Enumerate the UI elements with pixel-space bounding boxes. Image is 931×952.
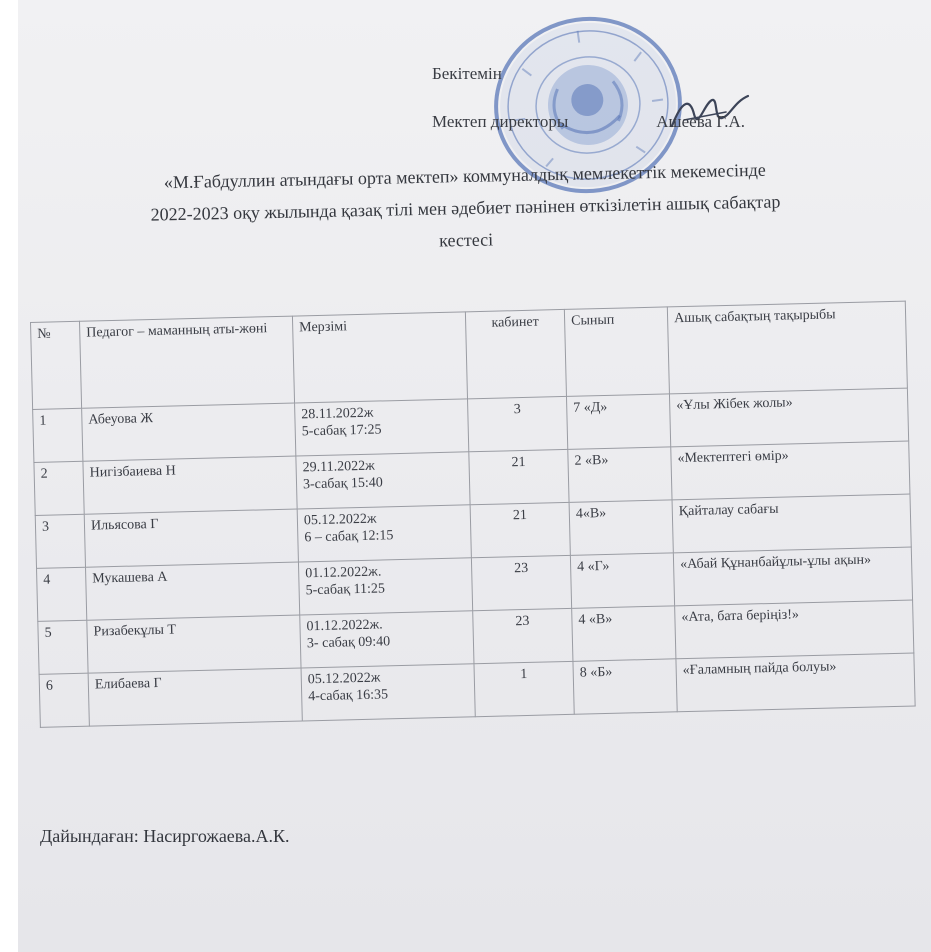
cell-date — [296, 452, 470, 509]
header-room: кабинет — [465, 309, 566, 398]
cell-topic: «Абай Құнанбайұлы-ұлы ақын» — [673, 547, 912, 606]
cell-teacher: Ильясова Г — [84, 509, 298, 567]
cell-teacher: Мукашева А — [86, 562, 300, 620]
cell-teacher: Ризабекұлы Т — [87, 615, 301, 673]
cell-class: 4«В» — [569, 500, 673, 556]
title-line-2: 2022-2023 оқу жылында қазақ тілі мен әдебиет пәнінен өткізілетін ашық сабақтар — [150, 191, 781, 225]
cell-teacher: Елибаева Г — [88, 668, 302, 726]
director-label: Мектеп директоры — [432, 112, 569, 131]
schedule-table-wrapper — [30, 301, 916, 728]
cell-number: 5 — [38, 620, 88, 674]
header-teacher: Педагог – маманның аты-жөні — [79, 316, 294, 408]
cell-class: 7 «Д» — [566, 394, 670, 450]
title-line-3: кестесі — [438, 229, 494, 251]
cell-topic: «Ғаламның пайда болуы» — [676, 653, 915, 712]
cell-number: 6 — [39, 673, 89, 727]
lesson-period: 6 – сабақ 12:15 — [304, 528, 394, 546]
cell-topic: «Ата, бата беріңіз!» — [675, 600, 914, 659]
cell-room: 23 — [471, 555, 571, 610]
cell-class: 2 «В» — [568, 447, 672, 503]
lesson-period: 5-сабақ 11:25 — [305, 581, 386, 599]
director-name: Ашеева Г.А. — [656, 112, 745, 131]
cell-number: 4 — [37, 567, 87, 621]
cell-date — [298, 558, 472, 615]
header-number: № — [31, 321, 82, 409]
cell-class: 4 «В» — [572, 606, 676, 662]
document-title — [0, 150, 931, 265]
cell-date — [300, 611, 474, 668]
cell-class: 4 «Г» — [570, 553, 674, 609]
lesson-date: 05.12.2022ж — [303, 511, 377, 529]
cell-number: 3 — [35, 514, 85, 568]
title-line-1: «М.Ғабдуллин атындағы орта мектеп» коммуналдық мемлекеттік мекемесінде — [163, 159, 766, 193]
lesson-period: 4-сабақ 16:35 — [308, 687, 389, 705]
lesson-period: 3- сабақ 09:40 — [306, 634, 391, 652]
director-line — [432, 112, 745, 132]
lesson-date: 01.12.2022ж. — [305, 564, 382, 582]
lesson-date: 01.12.2022ж. — [306, 617, 383, 635]
lesson-period: 3-сабақ 15:40 — [302, 475, 384, 493]
cell-date — [295, 399, 469, 456]
approval-label: Бекітемін — [432, 64, 502, 83]
cell-topic: «Мектептегі өмір» — [671, 441, 910, 500]
header-date: Мерзімі — [292, 312, 467, 403]
cell-topic: «Ұлы Жібек жолы» — [669, 388, 908, 447]
lesson-date: 29.11.2022ж — [302, 458, 375, 476]
cell-room: 1 — [474, 661, 574, 716]
cell-room: 3 — [468, 396, 568, 451]
cell-teacher: Нигізбаиева Н — [83, 456, 297, 514]
lesson-date: 05.12.2022ж — [307, 670, 381, 688]
lesson-date: 28.11.2022ж — [301, 405, 374, 423]
cell-number: 2 — [34, 461, 84, 515]
cell-date — [301, 664, 475, 721]
lesson-period: 5-сабақ 17:25 — [301, 422, 382, 440]
open-lessons-schedule-table — [30, 301, 916, 728]
cell-class: 8 «Б» — [573, 659, 677, 715]
cell-topic: Қайталау сабағы — [672, 494, 911, 553]
prepared-by: Дайындаған: Насиргожаева.А.К. — [40, 826, 290, 846]
cell-date — [297, 505, 471, 562]
cell-room: 23 — [473, 608, 573, 663]
cell-room: 21 — [469, 449, 569, 504]
cell-number: 1 — [33, 408, 83, 462]
cell-teacher: Абеуова Ж — [82, 403, 296, 461]
header-topic: Ашық сабақтың тақырыбы — [667, 301, 907, 394]
header-class: Сынып — [564, 307, 669, 396]
cell-room: 21 — [470, 502, 570, 557]
